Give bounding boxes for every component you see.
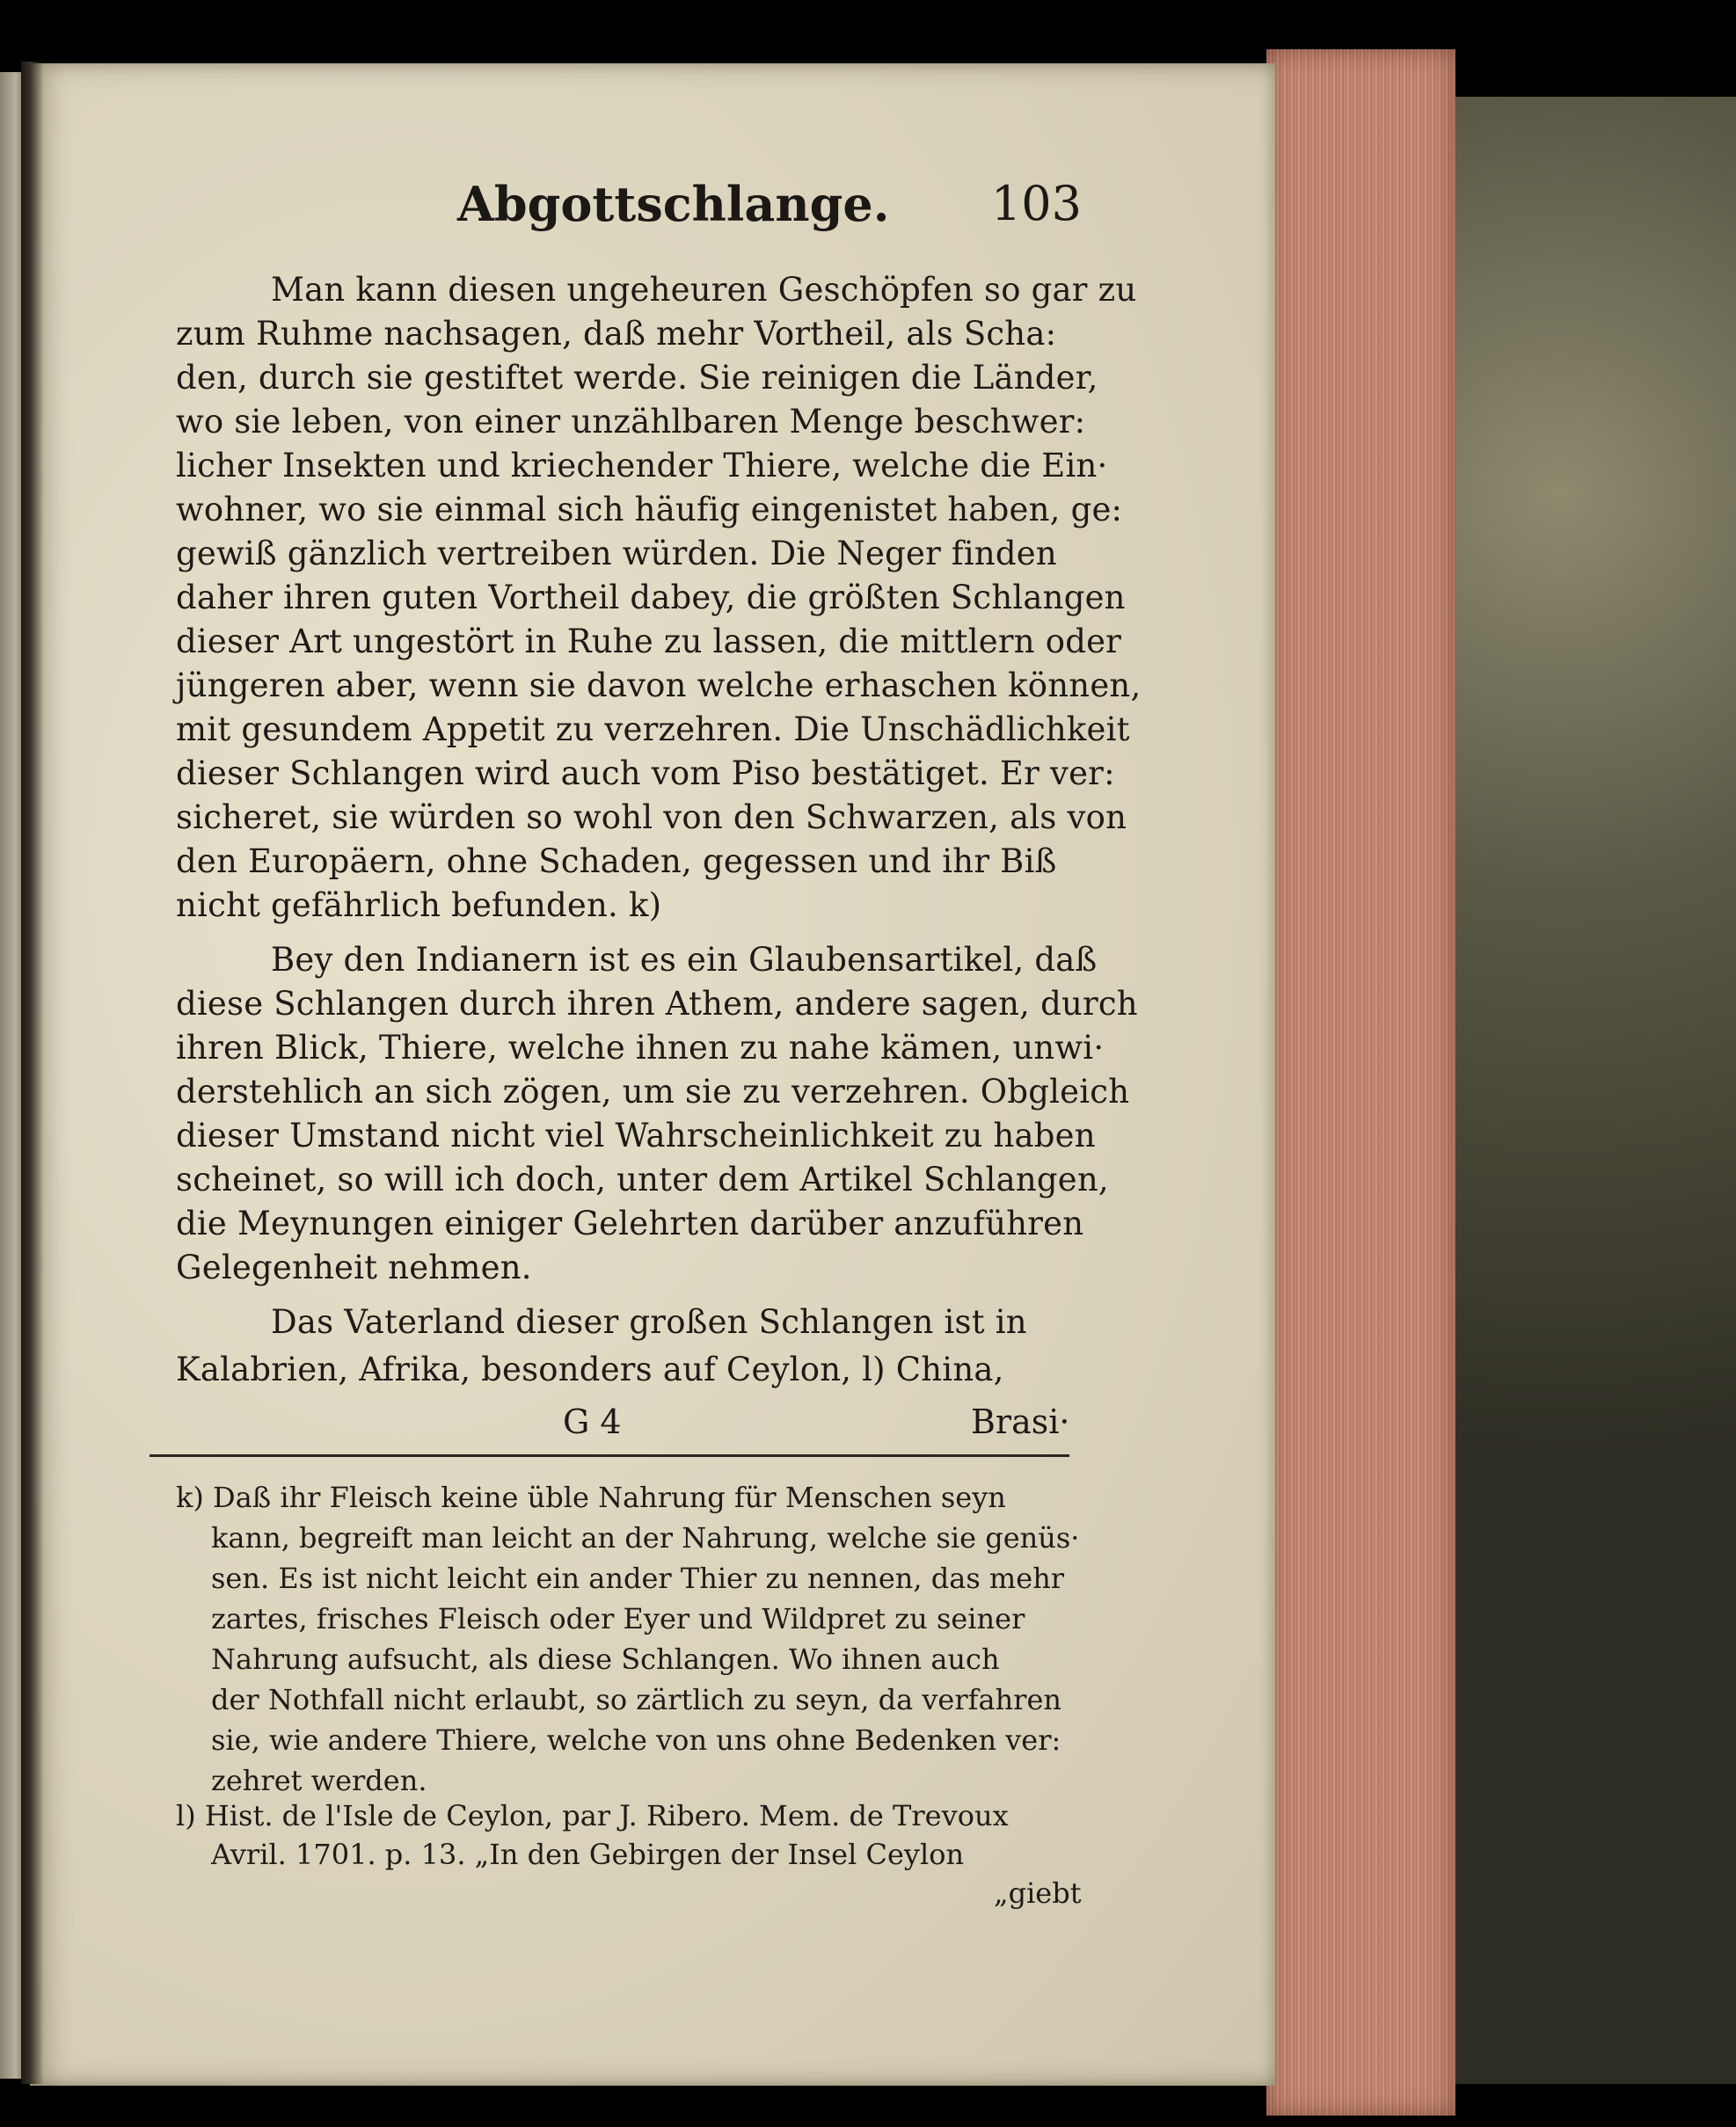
footnote-catchword: „giebt bbox=[994, 1876, 1082, 1910]
book-cover bbox=[1442, 97, 1736, 2084]
footnote-line: der Nothfall nicht erlaubt, so zärtlich zu seyn, da verfahren bbox=[211, 1683, 1062, 1716]
body-line: wohner, wo sie einmal sich häufig eingenistet haben, ge: bbox=[176, 491, 1123, 528]
running-title: Abgottschlange. bbox=[457, 176, 890, 232]
page-number: 103 bbox=[990, 176, 1082, 231]
catchword: Brasi· bbox=[971, 1402, 1070, 1441]
body-line: sicheret, sie würden so wohl von den Schwarzen, als von bbox=[176, 798, 1127, 836]
body-line: scheinet, so will ich doch, unter dem Artikel Schlangen, bbox=[176, 1161, 1109, 1198]
body-line: derstehlich an sich zögen, um sie zu verzehren. Obgleich bbox=[176, 1073, 1130, 1111]
footnote-line: sie, wie andere Thiere, welche von uns ohne Bedenken ver: bbox=[211, 1723, 1061, 1757]
body-line: nicht gefährlich befunden. k) bbox=[176, 886, 662, 924]
footnote-rule bbox=[150, 1454, 1069, 1457]
body-line: dieser Art ungestört in Ruhe zu lassen, die mittlern oder bbox=[176, 623, 1122, 660]
body-line: die Meynungen einiger Gelehrten darüber anzuführen bbox=[176, 1205, 1084, 1242]
body-line: wo sie leben, von einer unzählbaren Menge beschwer: bbox=[176, 403, 1086, 441]
body-line: Gelegenheit nehmen. bbox=[176, 1249, 532, 1286]
body-line: jüngeren aber, wenn sie davon welche erhaschen können, bbox=[176, 667, 1142, 704]
body-line: Kalabrien, Afrika, besonders auf Ceylon, l) China, bbox=[176, 1351, 1004, 1388]
footnote-line: kann, begreift man leicht an der Nahrung, welche sie genüs· bbox=[211, 1521, 1080, 1555]
body-line: gewiß gänzlich vertreiben würden. Die Neger finden bbox=[176, 535, 1057, 572]
running-head bbox=[176, 176, 1082, 246]
body-line: daher ihren guten Vortheil dabey, die größten Schlangen bbox=[176, 579, 1126, 616]
footnote-line: sen. Es ist nicht leicht ein ander Thier zu nennen, das mehr bbox=[211, 1562, 1065, 1595]
footnote-line: Avril. 1701. p. 13. „In den Gebirgen der Insel Ceylon bbox=[211, 1838, 965, 1871]
body-line: ihren Blick, Thiere, welche ihnen zu nahe kämen, unwi· bbox=[176, 1029, 1105, 1067]
body-line: diese Schlangen durch ihren Athem, andere sagen, durch bbox=[176, 985, 1138, 1023]
body-line: den, durch sie gestiftet werde. Sie reinigen die Länder, bbox=[176, 359, 1098, 397]
footnote-line: Nahrung aufsucht, als diese Schlangen. Wo ihnen auch bbox=[211, 1643, 1000, 1676]
body-line: dieser Umstand nicht viel Wahrscheinlichkeit zu haben bbox=[176, 1117, 1096, 1155]
footnote-line: k) Daß ihr Fleisch keine üble Nahrung für Menschen seyn bbox=[176, 1481, 1006, 1514]
body-line: zum Ruhme nachsagen, daß mehr Vortheil, als Scha: bbox=[176, 315, 1057, 353]
gutter-shadow bbox=[21, 62, 44, 2084]
body-line: den Europäern, ohne Schaden, gegessen und ihr Biß bbox=[176, 842, 1057, 880]
footnote-line: l) Hist. de l'Isle de Ceylon, par J. Ribero. Mem. de Trevoux bbox=[176, 1799, 1009, 1832]
body-line: Man kann diesen ungeheuren Geschöpfen so gar zu bbox=[271, 271, 1137, 309]
body-line: Bey den Indianern ist es ein Glaubensartikel, daß bbox=[271, 941, 1098, 979]
body-line: dieser Schlangen wird auch vom Piso bestätiget. Er ver: bbox=[176, 754, 1115, 792]
body-line: licher Insekten und kriechender Thiere, welche die Ein· bbox=[176, 447, 1108, 484]
footnote-line: zartes, frisches Fleisch oder Eyer und Wildpret zu seiner bbox=[211, 1602, 1025, 1635]
body-line: mit gesundem Appetit zu verzehren. Die Unschädlichkeit bbox=[176, 710, 1130, 748]
page-edges bbox=[1266, 49, 1455, 2116]
footnote-line: zehret werden. bbox=[211, 1764, 427, 1797]
body-line: Das Vaterland dieser großen Schlangen ist in bbox=[271, 1303, 1027, 1341]
signature-mark: G 4 bbox=[563, 1402, 622, 1441]
